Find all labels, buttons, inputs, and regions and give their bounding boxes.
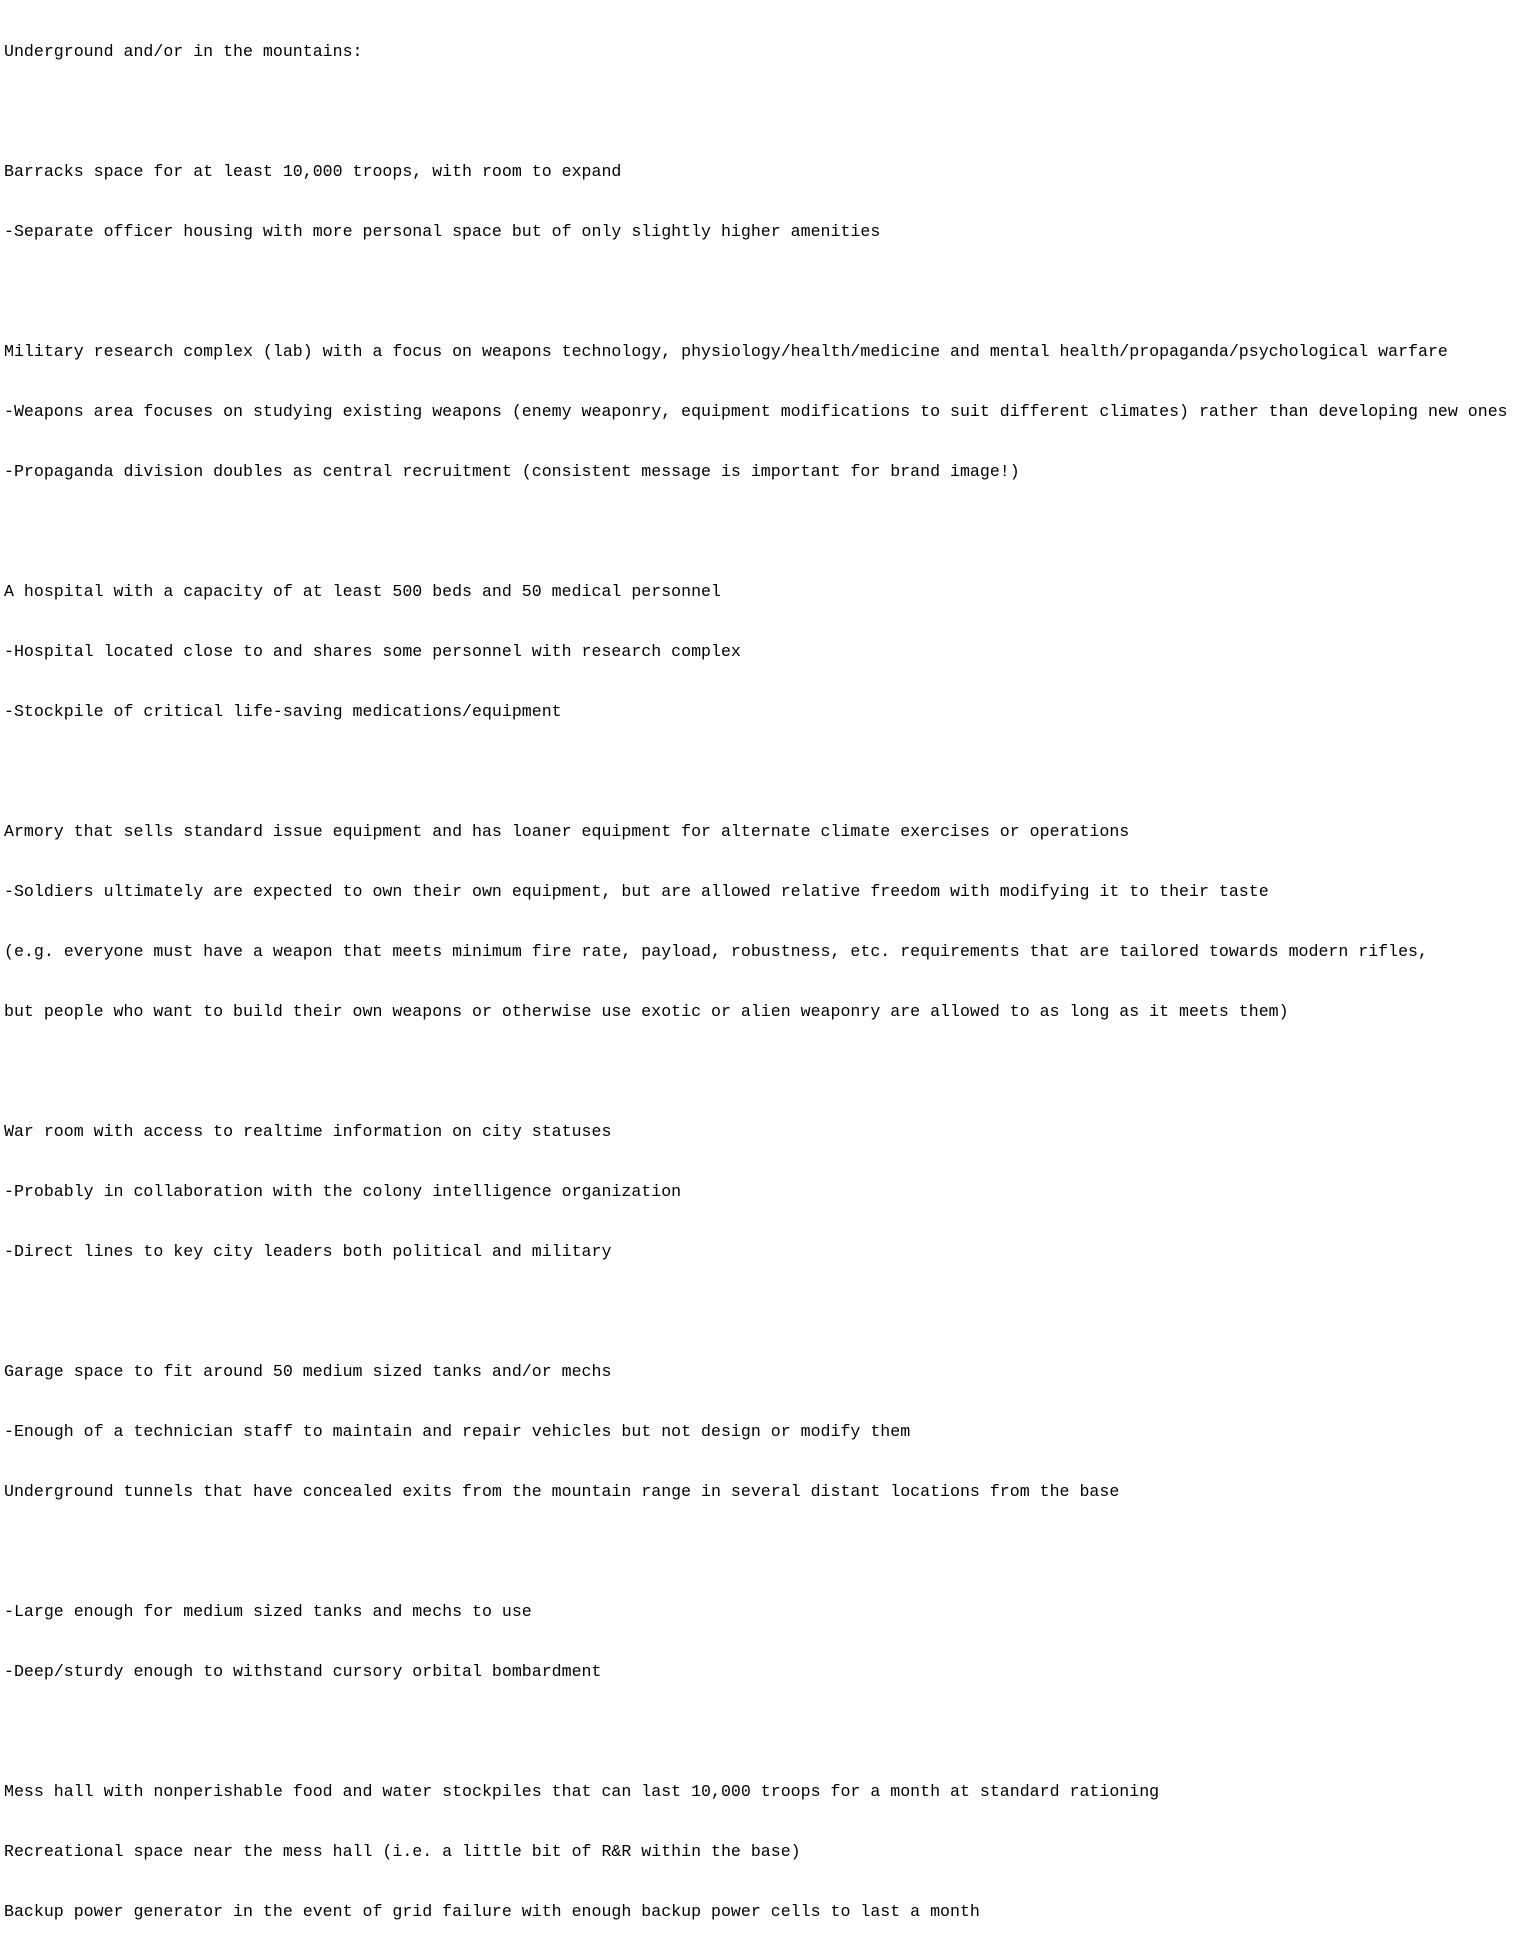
blank-line (4, 1542, 1520, 1562)
text-line: -Separate officer housing with more personal space but of only slightly higher amenities (4, 222, 881, 241)
blank-line (4, 1062, 1520, 1082)
text-editor-area[interactable] (4, 2, 1520, 1921)
text-line: -Soldiers ultimately are expected to own their own equipment, but are allowed relative freedom with modifying it to their taste (4, 882, 1269, 901)
text-line: -Probably in collaboration with the colony intelligence organization (4, 1182, 682, 1201)
text-line: -Hospital located close to and shares some personnel with research complex (4, 642, 741, 661)
blank-line (4, 282, 1520, 302)
text-line: Military research complex (lab) with a focus on weapons technology, physiology/health/medicine and mental health/propaganda/psychological warfare (4, 342, 1448, 361)
text-line: -Propaganda division doubles as central recruitment (consistent message is important for brand image!) (4, 462, 1020, 481)
text-line: Backup power generator in the event of grid failure with enough backup power cells to last a month (4, 1902, 980, 1921)
text-line: -Direct lines to key city leaders both political and military (4, 1242, 612, 1261)
text-line: Recreational space near the mess hall (i.e. a little bit of R&R within the base) (4, 1842, 801, 1861)
text-line: Barracks space for at least 10,000 troops, with room to expand (4, 162, 622, 181)
text-line: War room with access to realtime information on city statuses (4, 1122, 612, 1141)
blank-line (4, 522, 1520, 542)
text-line: Underground tunnels that have concealed exits from the mountain range in several distant locations from the base (4, 1482, 1120, 1501)
blank-line (4, 102, 1520, 122)
text-line: A hospital with a capacity of at least 500 beds and 50 medical personnel (4, 582, 721, 601)
text-line: -Stockpile of critical life-saving medications/equipment (4, 702, 562, 721)
blank-line (4, 762, 1520, 782)
text-line: -Large enough for medium sized tanks and mechs to use (4, 1602, 532, 1621)
text-line: Armory that sells standard issue equipment and has loaner equipment for alternate climate exercises or operations (4, 822, 1130, 841)
text-line: Underground and/or in the mountains: (4, 42, 363, 61)
text-line: (e.g. everyone must have a weapon that meets minimum fire rate, payload, robustness, etc. requirements that are tailored towards modern rifles, (4, 942, 1428, 961)
text-line: -Deep/sturdy enough to withstand cursory orbital bombardment (4, 1662, 602, 1681)
text-line: but people who want to build their own weapons or otherwise use exotic or alien weaponry are allowed to as long as it meets them) (4, 1002, 1289, 1021)
blank-line (4, 1722, 1520, 1742)
text-line: Garage space to fit around 50 medium sized tanks and/or mechs (4, 1362, 612, 1381)
text-line: Mess hall with nonperishable food and water stockpiles that can last 10,000 troops for a month at standard rationing (4, 1782, 1160, 1801)
blank-line (4, 1302, 1520, 1322)
text-line: -Enough of a technician staff to maintain and repair vehicles but not design or modify them (4, 1422, 911, 1441)
text-line: -Weapons area focuses on studying existing weapons (enemy weaponry, equipment modifications to suit different climates) rather than developing new ones (4, 402, 1508, 421)
